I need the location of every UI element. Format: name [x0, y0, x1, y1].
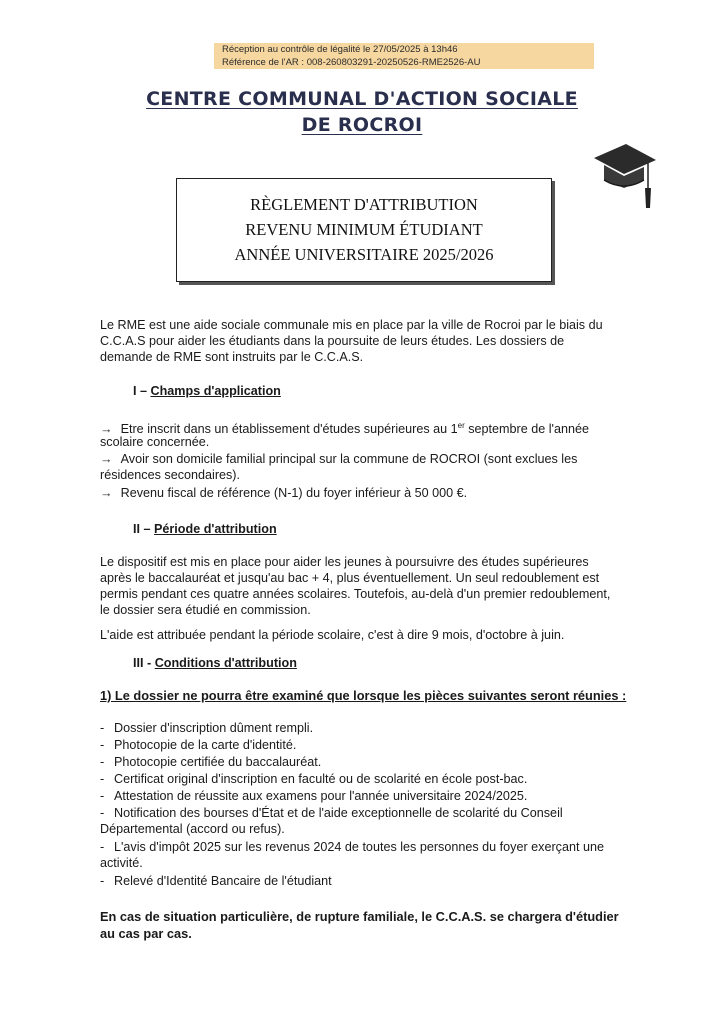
- document-item-text: Certificat original d'inscription en faculté ou de scolarité en école post-bac.: [114, 772, 528, 786]
- org-title-line-1: CENTRE COMMUNAL D'ACTION SOCIALE: [146, 88, 578, 110]
- criterion-2-text: Avoir son domicile familial principal sur la commune de ROCROI (sont exclues les: [120, 452, 578, 466]
- title-line-1: RÈGLEMENT D'ATTRIBUTION: [250, 195, 478, 214]
- dash: -: [100, 738, 105, 752]
- document-item: [100, 720, 313, 736]
- section-3-title: Conditions d'attribution: [154, 656, 297, 670]
- criterion-1-text-b: septembre de l'année: [464, 422, 589, 437]
- arrow-icon: →: [100, 486, 113, 500]
- criterion-2-line-2: résidences secondaires).: [100, 468, 241, 482]
- period-line-4: le dossier sera étudié en commission.: [100, 603, 311, 617]
- closing-line-2: au cas par cas.: [100, 926, 192, 941]
- closing-line-1: En cas de situation particulière, de rupture familiale, le C.C.A.S. se chargera d'étudier: [100, 909, 619, 924]
- document-item-text: Dossier d'inscription dûment rempli.: [114, 721, 314, 735]
- criterion-2-line-1: [100, 451, 630, 467]
- document-item: [100, 771, 527, 787]
- title-line-3: ANNÉE UNIVERSITAIRE 2025/2026: [234, 245, 494, 264]
- documents-subheading: 1) Le dossier ne pourra être examiné que lorsque les pièces suivantes seront réunies :: [100, 688, 627, 703]
- dash: -: [100, 789, 105, 803]
- period-line-3: permis pendant ces quatre années scolaires. Toutefois, au-delà d'un premier redoublement,: [100, 587, 611, 601]
- section-3-number: III -: [133, 656, 155, 670]
- document-item: [100, 788, 527, 804]
- criterion-1-line-2: scolaire concernée.: [100, 435, 210, 449]
- intro-line-1: Le RME est une aide sociale communale mis en place par la ville de Rocroi par le biais du: [100, 318, 603, 332]
- document-item-text: Attestation de réussite aux examens pour l'année universitaire 2024/2025.: [114, 789, 528, 803]
- dash: -: [100, 721, 105, 735]
- criterion-1-text-a: Etre inscrit dans un établissement d'études supérieures au 1: [120, 422, 458, 437]
- intro-line-3: demande de RME sont instruits par le C.C.A.S.: [100, 350, 364, 364]
- document-item: [100, 754, 321, 770]
- section-2-heading: [133, 522, 277, 536]
- dash: -: [100, 755, 105, 769]
- document-item: [100, 805, 563, 821]
- section-1-heading: [133, 384, 281, 398]
- section-2-number: II –: [133, 522, 154, 536]
- title-line-2: REVENU MINIMUM ÉTUDIANT: [245, 220, 483, 239]
- section-2-title: Période d'attribution: [154, 522, 277, 536]
- document-item: [100, 873, 332, 889]
- criterion-3-text: Revenu fiscal de référence (N-1) du foyer inférieur à 50 000 €.: [120, 486, 468, 500]
- intro-line-2: C.C.A.S pour aider les étudiants dans la poursuite de leurs études. Les dossiers de: [100, 334, 565, 348]
- dash: -: [100, 840, 105, 854]
- stamp-line-2: Référence de l'AR : 008-260803291-20250526-RME2526-AU: [222, 56, 481, 68]
- criterion-3: [100, 485, 628, 501]
- graduation-cap-icon: [590, 138, 660, 210]
- document-item-text: Photocopie de la carte d'identité.: [114, 738, 297, 752]
- stamp-line-1: Réception au contrôle de légalité le 27/05/2025 à 13h46: [222, 44, 458, 55]
- legality-stamp: [214, 43, 594, 69]
- document-item-text: L'avis d'impôt 2025 sur les revenus 2024 de toutes les personnes du foyer exerçant une: [114, 840, 604, 854]
- document-item-text: Relevé d'Identité Bancaire de l'étudiant: [114, 874, 332, 888]
- section-3-heading: [133, 656, 297, 670]
- arrow-icon: →: [100, 452, 113, 466]
- document-item-text: Notification des bourses d'État et de l'aide exceptionnelle de scolarité du Conseil: [114, 806, 563, 820]
- criterion-1-sup: er: [457, 421, 465, 430]
- document-item-continued: activité.: [100, 856, 143, 870]
- title-box: [176, 178, 552, 282]
- org-title-line-2: DE ROCROI: [301, 114, 423, 136]
- dash: -: [100, 874, 105, 888]
- document-item-continued: Départemental (accord ou refus).: [100, 822, 285, 836]
- section-1-number: I –: [133, 384, 151, 398]
- section-1-title: Champs d'application: [150, 384, 281, 398]
- dash: -: [100, 772, 105, 786]
- document-item: [100, 839, 604, 855]
- period-duration: L'aide est attribuée pendant la période scolaire, c'est à dire 9 mois, d'octobre à juin.: [100, 628, 565, 642]
- document-item: [100, 737, 296, 753]
- document-item-text: Photocopie certifiée du baccalauréat.: [114, 755, 322, 769]
- period-line-1: Le dispositif est mis en place pour aider les jeunes à poursuivre des études supérieures: [100, 555, 589, 569]
- arrow-icon: →: [100, 422, 113, 437]
- dash: -: [100, 806, 105, 820]
- period-line-2: après le baccalauréat et jusqu'au bac + 4, plus éventuellement. Un seul redoublement est: [100, 571, 600, 585]
